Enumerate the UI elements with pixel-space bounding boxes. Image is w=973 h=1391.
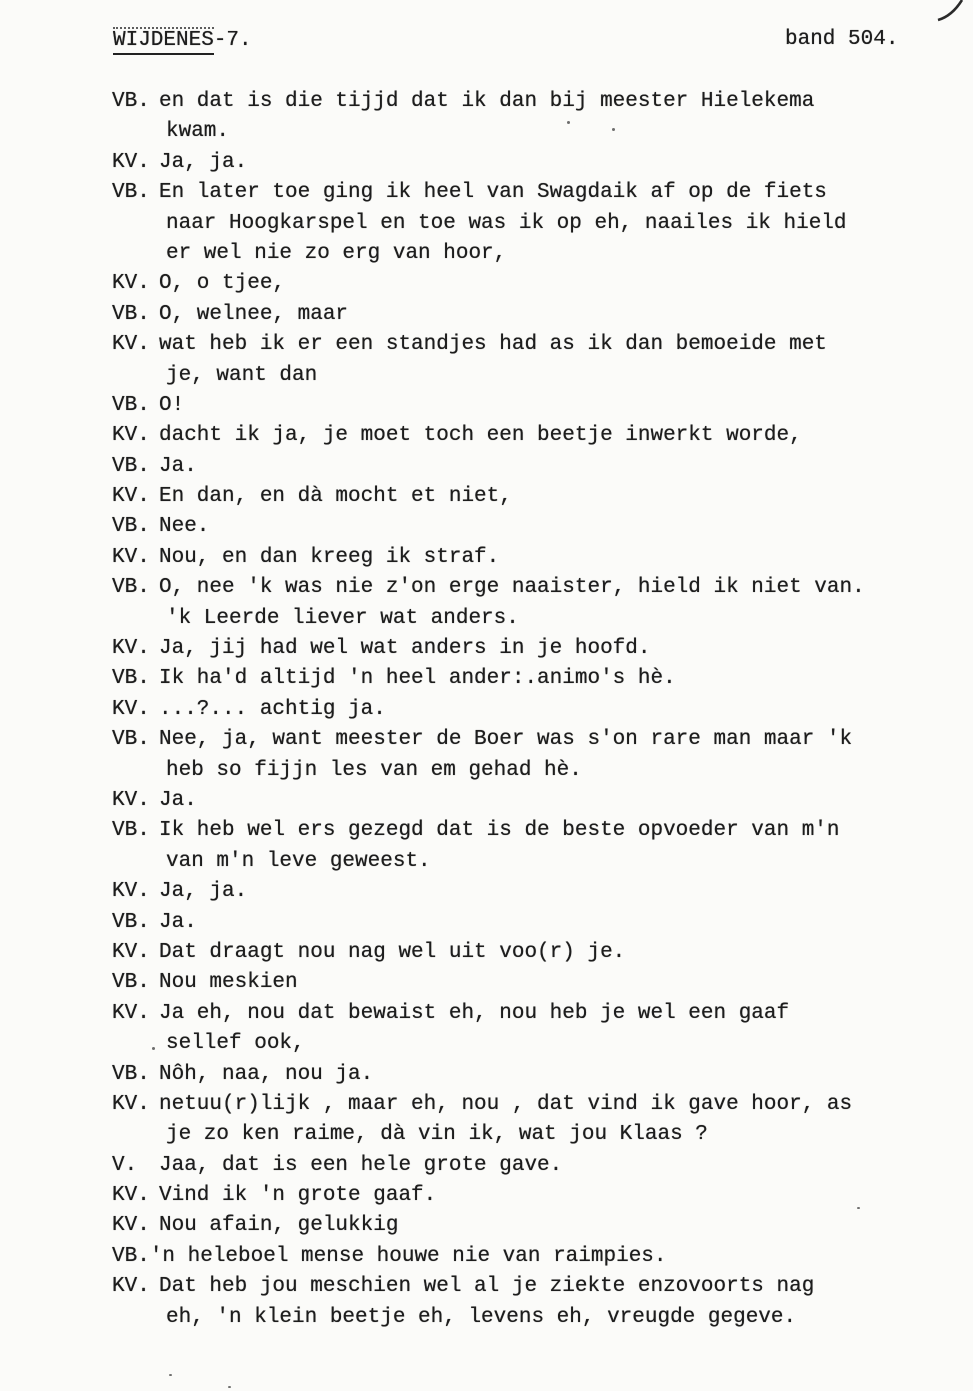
speaker-label: KV. bbox=[112, 150, 150, 174]
speaker-label: VB. bbox=[112, 393, 150, 417]
line-text: Ja, ja. bbox=[159, 150, 248, 174]
line-text: wat heb ik er een standjes had as ik dan bemoeide met bbox=[159, 333, 827, 357]
dialogue-line bbox=[0, 391, 973, 421]
line-text: Nee, ja, want meester de Boer was s'on rare man maar 'k bbox=[159, 728, 853, 752]
speaker-label: KV. bbox=[112, 1184, 150, 1208]
dialogue-line bbox=[0, 1151, 973, 1181]
dialogue-line bbox=[0, 330, 973, 360]
line-text: je, want dan bbox=[166, 363, 318, 387]
dialogue-line bbox=[0, 938, 973, 968]
dialogue-line bbox=[0, 786, 973, 816]
line-text: Jaa, dat is een hele grote gave. bbox=[159, 1153, 563, 1177]
speaker-label: V. bbox=[112, 1153, 138, 1177]
page-title-suffix: -7. bbox=[213, 29, 252, 52]
dialogue-line bbox=[0, 1029, 973, 1059]
line-text: Ik heb wel ers gezegd dat is de beste opvoeder van m'n bbox=[159, 819, 840, 843]
dialogue-line bbox=[0, 756, 973, 786]
line-text: er wel nie zo erg van hoor, bbox=[166, 241, 507, 265]
scan-speck bbox=[612, 128, 615, 131]
line-text: Dat heb jou meschien wel al je ziekte enzovoorts nag bbox=[159, 1275, 815, 1299]
line-text: van m'n leve geweest. bbox=[166, 849, 431, 873]
speaker-label: VB. bbox=[112, 971, 150, 995]
page-title-main: WIJDENES bbox=[113, 27, 214, 55]
line-text: En dan, en dà mocht et niet, bbox=[159, 485, 512, 509]
speaker-label: VB. bbox=[112, 1244, 150, 1268]
line-text: naar Hoogkarspel en toe was ik op eh, naailes ik hield bbox=[166, 211, 847, 235]
speaker-label: VB. bbox=[112, 910, 150, 934]
dialogue-line bbox=[0, 1211, 973, 1241]
dialogue-line bbox=[0, 543, 973, 573]
scan-artifact-corner bbox=[936, 0, 970, 22]
page-title bbox=[113, 28, 252, 54]
dialogue-line bbox=[0, 664, 973, 694]
line-text: Ja. bbox=[159, 910, 197, 934]
line-text: O, welnee, maar bbox=[159, 302, 349, 326]
speaker-label: VB. bbox=[112, 667, 150, 691]
dialogue-line bbox=[0, 512, 973, 542]
speaker-label: KV. bbox=[112, 424, 150, 448]
dialogue-line bbox=[0, 1272, 973, 1302]
speaker-label: KV. bbox=[112, 545, 150, 569]
line-text: dacht ik ja, je moet toch een beetje inwerkt worde, bbox=[159, 424, 802, 448]
speaker-label: KV. bbox=[112, 272, 150, 296]
line-text: O, o tjee, bbox=[159, 272, 286, 296]
speaker-label: KV. bbox=[112, 940, 150, 964]
line-text: netuu(r)lijk , maar eh, nou , dat vind ik gave hoor, as bbox=[159, 1092, 853, 1116]
line-text: ...?... achtig ja. bbox=[159, 697, 386, 721]
line-text: Nou meskien bbox=[159, 971, 298, 995]
speaker-label: KV. bbox=[112, 1092, 150, 1116]
scan-speck bbox=[228, 1386, 231, 1388]
speaker-label: KV. bbox=[112, 1001, 150, 1025]
scan-speck bbox=[567, 121, 570, 124]
dialogue-line bbox=[0, 968, 973, 998]
band-number: band 504. bbox=[785, 28, 899, 51]
dialogue-line bbox=[0, 148, 973, 178]
line-text: 'n heleboel mense houwe nie van raimpies. bbox=[149, 1244, 667, 1268]
line-text: Nee. bbox=[159, 515, 210, 539]
speaker-label: VB. bbox=[112, 576, 150, 600]
dialogue-line bbox=[0, 695, 973, 725]
speaker-label: VB. bbox=[112, 1062, 150, 1086]
dialogue-line bbox=[0, 269, 973, 299]
dialogue-line bbox=[0, 1120, 973, 1150]
dialogue-line bbox=[0, 361, 973, 391]
speaker-label: VB. bbox=[112, 819, 150, 843]
dialogue-line bbox=[0, 573, 973, 603]
dialogue-line bbox=[0, 877, 973, 907]
scan-speck bbox=[857, 1207, 860, 1209]
dialogue-line bbox=[0, 209, 973, 239]
speaker-label: VB. bbox=[112, 515, 150, 539]
line-text: Ja, ja. bbox=[159, 880, 248, 904]
speaker-label: KV. bbox=[112, 880, 150, 904]
line-text: En later toe ging ik heel van Swagdaik af op de fiets bbox=[159, 181, 827, 205]
line-text: Nou afain, gelukkig bbox=[159, 1214, 399, 1238]
dialogue-line bbox=[0, 482, 973, 512]
dialogue-line bbox=[0, 999, 973, 1029]
line-text: Ja eh, nou dat bewaist eh, nou heb je wel een gaaf bbox=[159, 1001, 790, 1025]
speaker-label: KV. bbox=[112, 1275, 150, 1299]
scan-speck bbox=[152, 1047, 155, 1050]
dialogue-line bbox=[0, 725, 973, 755]
speaker-label: KV. bbox=[112, 788, 150, 812]
dialogue-line bbox=[0, 634, 973, 664]
speaker-label: VB. bbox=[112, 181, 150, 205]
speaker-label: VB. bbox=[112, 302, 150, 326]
dialogue-line bbox=[0, 300, 973, 330]
speaker-label: KV. bbox=[112, 485, 150, 509]
line-text: Nôh, naa, nou ja. bbox=[159, 1062, 374, 1086]
speaker-label: VB. bbox=[112, 454, 150, 478]
speaker-label: KV. bbox=[112, 697, 150, 721]
dialogue-line bbox=[0, 816, 973, 846]
line-text: kwam. bbox=[166, 120, 230, 144]
speaker-label: KV. bbox=[112, 1214, 150, 1238]
dialogue-line bbox=[0, 847, 973, 877]
speaker-label: VB. bbox=[112, 90, 150, 113]
dialogue-line bbox=[0, 1090, 973, 1120]
scan-speck bbox=[169, 1374, 172, 1376]
line-text: je zo ken raime, dà vin ik, wat jou Klaas ? bbox=[166, 1123, 708, 1147]
line-text: Ja, jij had wel wat anders in je hoofd. bbox=[159, 637, 651, 661]
speaker-label: KV. bbox=[112, 637, 150, 661]
line-text: Vind ik 'n grote gaaf. bbox=[159, 1184, 437, 1208]
line-text: sellef ook, bbox=[166, 1032, 305, 1056]
dialogue-line bbox=[0, 452, 973, 482]
dialogue-line bbox=[0, 1181, 973, 1211]
line-text: en dat is die tijjd dat ik dan bij meester Hielekema bbox=[159, 90, 815, 113]
dialogue-line bbox=[0, 421, 973, 451]
dialogue-line bbox=[0, 1242, 973, 1272]
dialogue-line bbox=[0, 239, 973, 269]
dialogue-line bbox=[0, 908, 973, 938]
dialogue-line bbox=[0, 178, 973, 208]
speaker-label: VB. bbox=[112, 728, 150, 752]
dialogue-line bbox=[0, 1303, 973, 1333]
dialogue-line bbox=[0, 1060, 973, 1090]
line-text: Ik ha'd altijd 'n heel ander:.animo's hè. bbox=[159, 667, 676, 691]
transcript bbox=[0, 87, 973, 1333]
dialogue-line bbox=[0, 117, 973, 147]
speaker-label: KV. bbox=[112, 333, 150, 357]
line-text: Ja. bbox=[159, 788, 197, 812]
line-text: Ja. bbox=[159, 454, 197, 478]
dialogue-line bbox=[0, 604, 973, 634]
line-text: Dat draagt nou nag wel uit voo(r) je. bbox=[159, 940, 626, 964]
line-text: heb so fijjn les van em gehad hè. bbox=[166, 758, 582, 782]
line-text: O! bbox=[159, 393, 185, 417]
line-text: eh, 'n klein beetje eh, levens eh, vreugde gegeve. bbox=[166, 1305, 797, 1329]
line-text: Nou, en dan kreeg ik straf. bbox=[159, 545, 500, 569]
line-text: O, nee 'k was nie z'on erge naaister, hield ik niet van. bbox=[159, 576, 865, 600]
dialogue-line bbox=[0, 87, 973, 117]
line-text: 'k Leerde liever wat anders. bbox=[166, 606, 519, 630]
